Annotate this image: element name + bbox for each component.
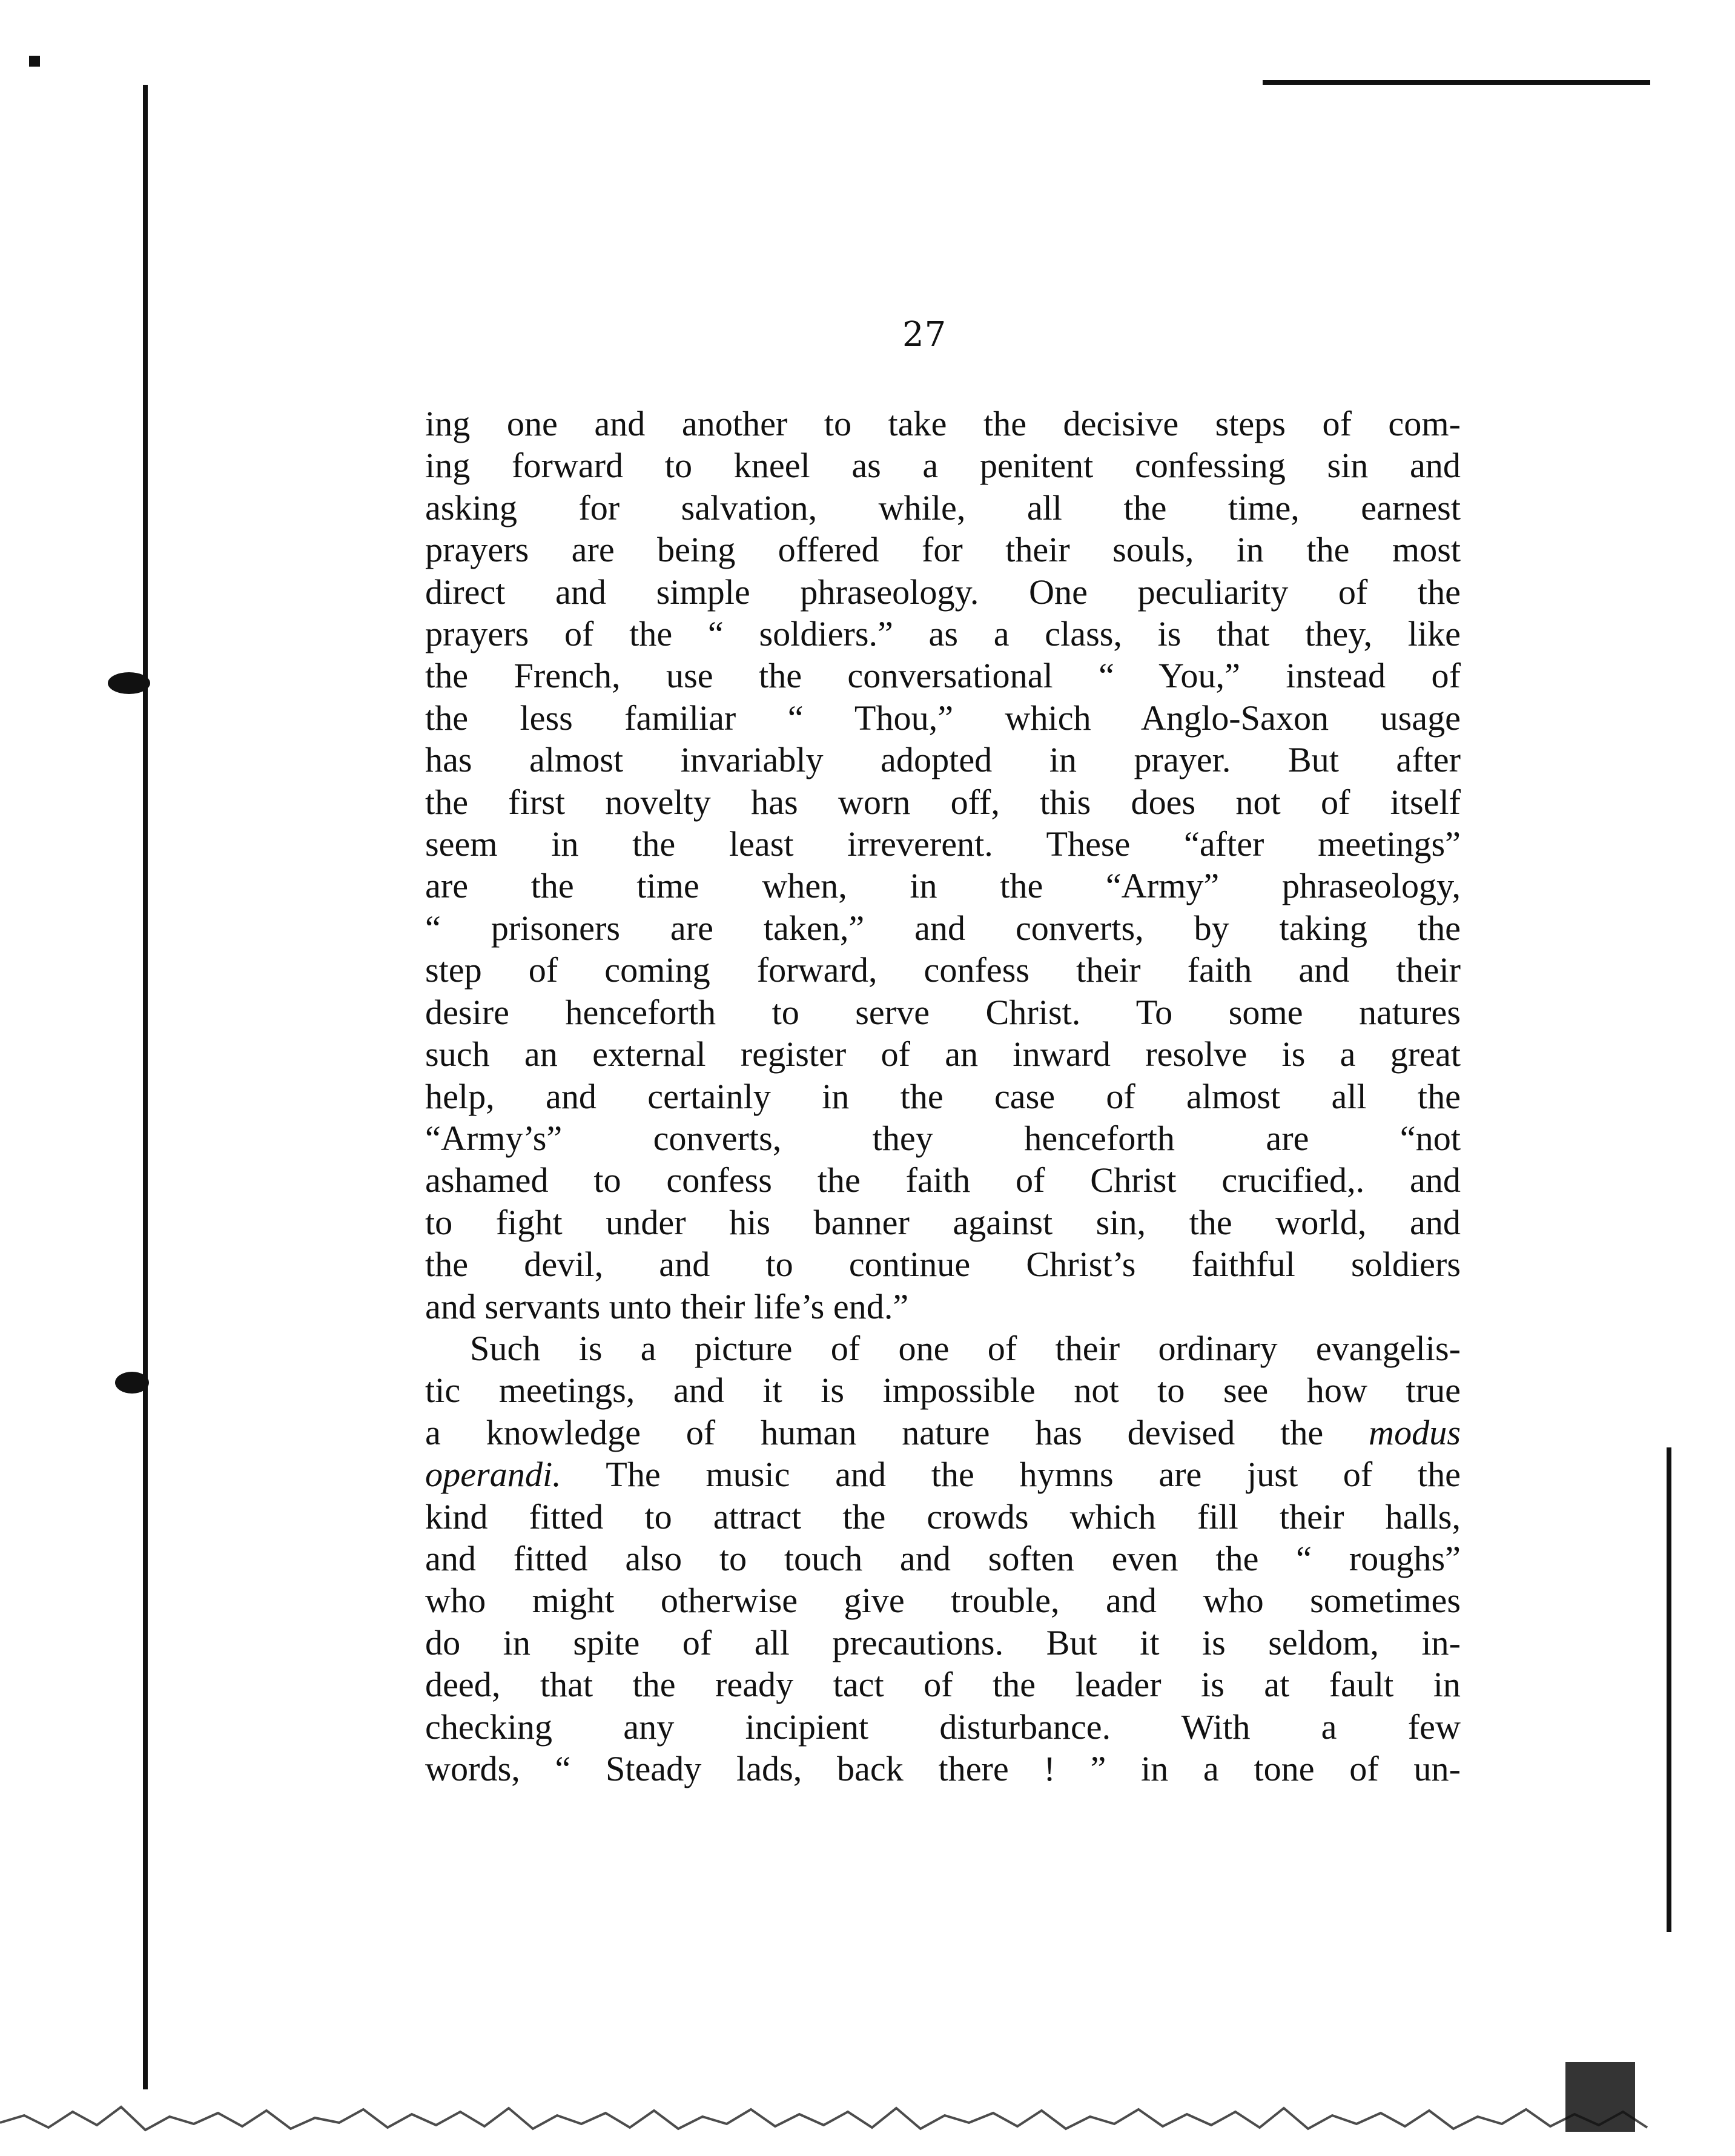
text-line: the less familiar “ Thou,” which Anglo-Saxon usage: [425, 698, 1461, 738]
text-line: ing one and another to take the decisive steps of com-: [425, 404, 1461, 443]
text-line: to fight under his banner against sin, the world, and: [425, 1202, 1461, 1242]
italic-word: modus: [1369, 1412, 1461, 1452]
text-line: the French, use the conversational “ You,” instead of: [425, 656, 1461, 696]
text-line: do in spite of all precautions. But it is seldom, in-: [425, 1622, 1461, 1662]
text-line: direct and simple phraseology. One peculiarity of the: [425, 572, 1461, 612]
text-line: prayers are being offered for their souls, in the most: [425, 530, 1461, 570]
left-margin-rule: [143, 85, 148, 2089]
text-segment: a knowledge of human nature has devised the: [425, 1412, 1324, 1452]
corner-speck: [29, 56, 40, 67]
text-line: deed, that the ready tact of the leader is at fault in: [425, 1665, 1461, 1705]
text-line: step of coming forward, confess their faith and their: [425, 950, 1461, 990]
text-line: ing forward to kneel as a penitent confessing sin and: [425, 446, 1461, 486]
text-line: who might otherwise give trouble, and who sometimes: [425, 1581, 1461, 1621]
left-binding-blot-2: [115, 1372, 149, 1394]
page-number: 27: [902, 315, 947, 354]
text-line: help, and certainly in the case of almost all the: [425, 1076, 1461, 1116]
text-line: the first novelty has worn off, this does not of itself: [425, 782, 1461, 822]
text-line: tic meetings, and it is impossible not to see how true: [425, 1371, 1461, 1410]
text-line: kind fitted to attract the crowds which fill their halls,: [425, 1496, 1461, 1536]
text-line: “Army’s” converts, they henceforth are “not: [425, 1118, 1461, 1158]
text-line: has almost invariably adopted in prayer. But after: [425, 740, 1461, 780]
text-line: the devil, and to continue Christ’s faithful soldiers: [425, 1245, 1461, 1285]
top-right-rule: [1263, 80, 1650, 85]
book-text: [425, 403, 1461, 1790]
text-line: seem in the least irreverent. These “after meetings”: [425, 824, 1461, 864]
text-line: and servants unto their life’s end.”: [425, 1286, 909, 1326]
text-line: prayers of the “ soldiers.” as a class, is that they, like: [425, 614, 1461, 654]
text-line: ashamed to confess the faith of Christ crucified,. and: [425, 1160, 1461, 1200]
text-line: “ prisoners are taken,” and converts, by taking the: [425, 908, 1461, 948]
right-margin-rule: [1667, 1447, 1671, 1932]
text-line: checking any incipient disturbance. With a few: [425, 1707, 1461, 1747]
text-line: and fitted also to touch and soften even the “ roughs”: [425, 1538, 1461, 1578]
text-line: Such is a picture of one of their ordinary evangelis-: [470, 1328, 1461, 1368]
text-segment: The music and the hymns are just of the: [606, 1455, 1461, 1495]
bottom-edge-noise: [0, 2080, 1735, 2147]
left-binding-blot-1: [108, 672, 150, 694]
text-line: [425, 1412, 1461, 1453]
text-line: such an external register of an inward resolve is a great: [425, 1034, 1461, 1074]
text-line: are the time when, in the “Army” phraseology,: [425, 866, 1461, 906]
italic-word: operandi.: [425, 1455, 561, 1495]
text-line: words, “ Steady lads, back there ! ” in a tone of un-: [425, 1749, 1461, 1788]
text-line: desire henceforth to serve Christ. To some natures: [425, 992, 1461, 1032]
text-line: asking for salvation, while, all the time, earnest: [425, 488, 1461, 527]
text-line: [425, 1453, 1461, 1495]
